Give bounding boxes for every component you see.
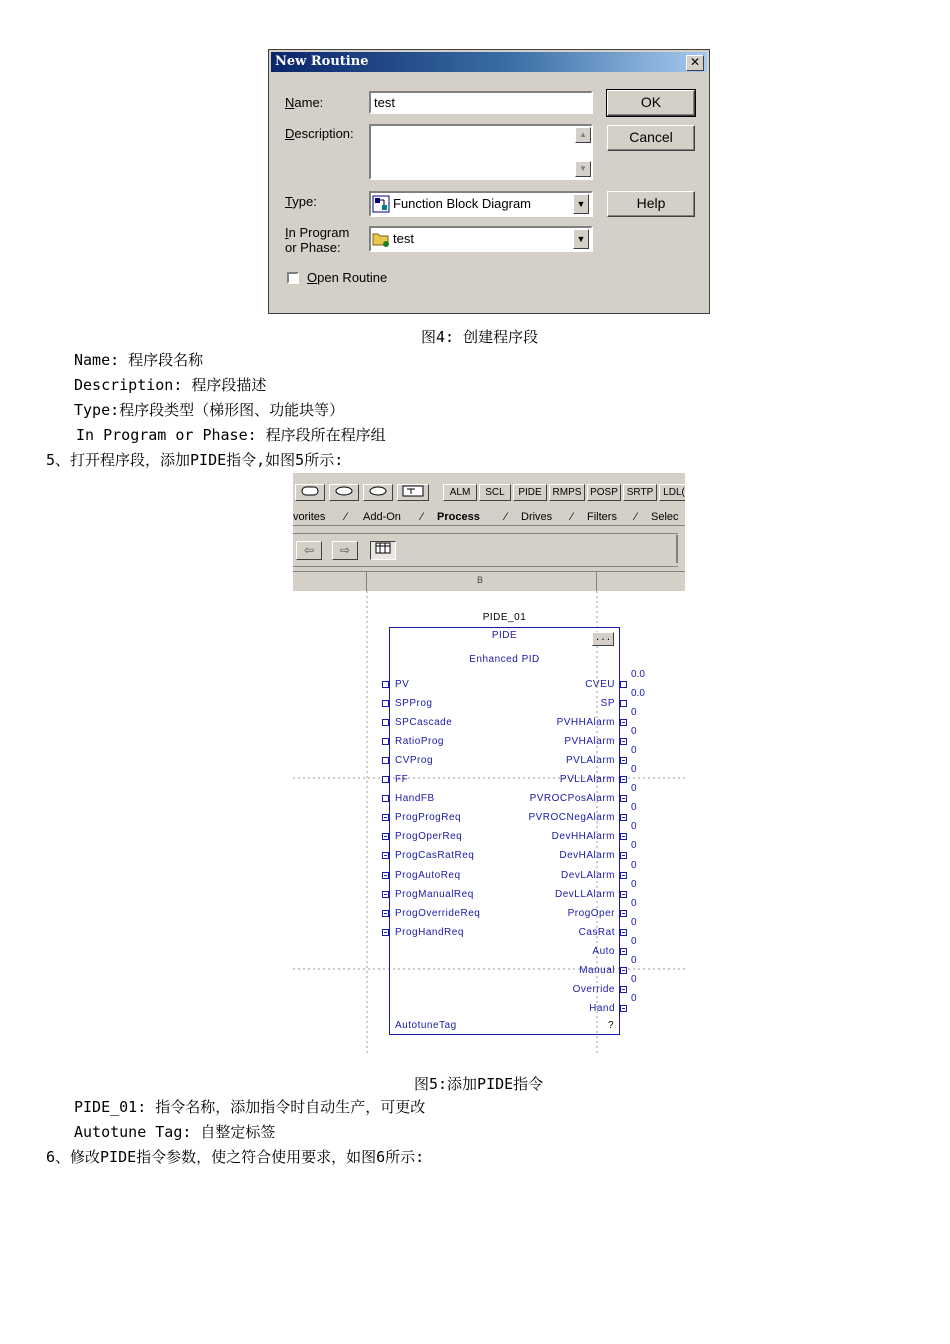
output-value: 0 [631,936,637,947]
output-value: 0.0 [631,688,645,699]
type-value: Function Block Diagram [393,196,531,211]
back-arrow-icon[interactable]: ⇦ [296,541,322,560]
toolbar-scl-button[interactable]: SCL [479,484,511,501]
open-routine-label: Open Routine [307,270,388,285]
column-divider [596,571,597,591]
grid-icon [375,542,391,554]
shape-button[interactable] [363,484,393,501]
input-pin-label: ProgHandReq [395,927,464,938]
toolbar-rmps-button[interactable]: RMPS [549,484,585,501]
type-select[interactable] [369,191,593,217]
output-pin-connector[interactable] [620,814,627,821]
output-pin-label: SP [600,698,615,709]
output-pin-label: PVROCPosAlarm [529,793,615,804]
input-pin-label: HandFB [395,793,435,804]
output-value: 0 [631,783,637,794]
output-pin-label: PVLAlarm [565,755,615,766]
output-pin-connector[interactable] [620,757,627,764]
input-pin-label: ProgManualReq [395,889,474,900]
type-label: Type: [285,194,317,209]
output-pin-connector[interactable] [620,681,627,688]
definition-line: Type:程序段类型（梯形图、功能块等） [74,401,345,419]
output-value: 0 [631,707,637,718]
ok-button[interactable]: OK [607,90,695,116]
input-pin-connector[interactable] [382,700,389,707]
output-pin-label: Auto [592,946,615,957]
output-pin-connector[interactable] [620,929,627,936]
description-label-rest: escription: [294,126,354,141]
input-pin-label: FF [395,774,409,785]
pide-description: Enhanced PID [469,654,540,665]
input-pin-label: ProgProgReq [395,812,462,823]
input-pin-label: CVProg [395,755,434,766]
name-label: Name: [285,95,324,110]
program-label-line1-rest: n Program [288,225,350,240]
input-pin-connector[interactable] [382,814,389,821]
output-value: 0 [631,879,637,890]
output-pin-label: DevLLAlarm [554,889,615,900]
output-pin-label: PVLLAlarm [559,774,615,785]
dialog-titlebar [271,52,707,72]
output-pin-label: Manual [579,965,615,976]
input-pin-connector[interactable] [382,795,389,802]
output-pin-connector[interactable] [620,833,627,840]
output-pin-connector[interactable] [620,872,627,879]
output-pin-connector[interactable] [620,986,627,993]
definition-line: PIDE_01: 指令名称，添加指令时自动生产，可更改 [74,1098,426,1116]
column-divider [366,571,367,591]
tab-separator: ⁄ [505,511,507,523]
shape-button[interactable] [295,484,325,501]
input-pin-label: PV [395,679,410,690]
output-pin-label: PVHHAlarm [556,717,615,728]
output-pin-connector[interactable] [620,738,627,745]
output-value: 0 [631,840,637,851]
input-pin-connector[interactable] [382,833,389,840]
pide-tag-name[interactable]: PIDE_01 [482,612,527,623]
output-pin-connector[interactable] [620,700,627,707]
new-routine-dialog [268,49,710,314]
tab-drives[interactable]: Drives [521,511,553,523]
folder-icon [372,230,390,248]
scroll-down-icon[interactable]: ▼ [575,161,591,177]
output-value: 0 [631,802,637,813]
toolbar-pide-button[interactable]: PIDE [513,484,547,501]
definition-line: Description: 程序段描述 [74,376,267,394]
input-pin-connector[interactable] [382,681,389,688]
oval-icon [367,485,389,497]
output-pin-label: PVHAlarm [564,736,615,747]
instruction-toolbar [293,473,685,591]
program-label-line1: In Program [285,225,350,240]
type-label-rest: ype: [292,194,317,209]
output-value: 0 [631,821,637,832]
output-value: 0 [631,955,637,966]
program-label [285,225,349,255]
pide-properties-button[interactable]: ... [592,632,614,646]
divider [676,535,678,563]
figure4-caption: 图4: 创建程序段 [421,328,539,346]
output-pin-label: CasRat [578,927,615,938]
output-pin-connector[interactable] [620,852,627,859]
definition-line: In Program or Phase: 程序段所在程序组 [67,426,386,444]
cancel-button[interactable]: Cancel [607,125,695,151]
output-pin-connector[interactable] [620,891,627,898]
output-pin-label: CVEU [585,679,615,690]
input-pin-connector[interactable] [382,757,389,764]
output-value: 0 [631,898,637,909]
oval-icon [333,485,355,497]
definition-line: Autotune Tag: 自整定标签 [74,1123,276,1141]
name-label-rest: ame: [294,95,324,110]
open-routine-label-rest: pen Routine [317,270,388,285]
input-pin-connector[interactable] [382,776,389,783]
input-pin-connector[interactable] [382,929,389,936]
output-value: 0 [631,726,637,737]
output-value: 0 [631,917,637,928]
output-value: 0 [631,993,637,1004]
toolbar-posp-button[interactable]: POSP [587,484,621,501]
input-pin-connector[interactable] [382,891,389,898]
output-pin-label: ProgOper [567,908,615,919]
input-pin-label: ProgAutoReq [395,870,461,881]
rounded-rect-icon [299,485,321,497]
program-select[interactable] [369,226,593,252]
output-pin-connector[interactable] [620,719,627,726]
output-pin-label: PVROCNegAlarm [528,812,615,823]
output-pin-connector[interactable] [620,1005,627,1012]
scroll-up-icon[interactable]: ▲ [575,127,591,143]
tab-separator: ⁄ [345,511,347,523]
output-value: 0 [631,860,637,871]
shape-button[interactable] [329,484,359,501]
program-label-line2: or Phase: [285,240,341,255]
tab-filters[interactable]: Filters [587,511,617,523]
program-value: test [393,231,414,246]
input-pin-label: RatioProg [395,736,444,747]
pide-type: PIDE [491,630,518,641]
help-button[interactable]: Help [607,191,695,217]
toolbar-srtp-button[interactable]: SRTP [623,484,657,501]
figure5-caption: 图5:添加PIDE指令 [414,1075,544,1093]
dialog-title: New Routine [275,54,369,69]
output-value: 0 [631,974,637,985]
program-dropdown-arrow-icon[interactable]: ▼ [573,229,589,249]
tab-add-on[interactable]: Add-On [363,511,401,523]
tab-separator: ⁄ [421,511,423,523]
name-input[interactable]: test [369,91,593,114]
output-value: 0.0 [631,669,645,680]
description-label: Description: [285,126,354,141]
input-pin-label: SPCascade [395,717,453,728]
toolbar-alm-button[interactable]: ALM [443,484,477,501]
autotune-tag-value[interactable]: ? [608,1020,615,1031]
input-pin-label: ProgCasRatReq [395,850,475,861]
step-6-text: 6、修改PIDE指令参数，使之符合使用要求，如图6所示: [46,1148,425,1166]
text-box-icon [401,485,425,497]
forward-arrow-icon[interactable]: ⇨ [332,541,358,560]
type-dropdown-arrow-icon[interactable]: ▼ [573,194,589,214]
tab-separator: ⁄ [635,511,637,523]
output-pin-label: DevHAlarm [559,850,615,861]
close-icon[interactable]: ✕ [686,55,704,71]
tab-separator: ⁄ [571,511,573,523]
input-pin-label: ProgOverrideReq [395,908,481,919]
output-pin-connector[interactable] [620,795,627,802]
tab-strip [293,509,685,526]
description-input[interactable] [369,124,593,180]
shape-button[interactable] [397,484,429,501]
column-label-b: B [477,575,484,585]
column-header [293,571,685,591]
output-pin-connector[interactable] [620,967,627,974]
autotune-tag-label: AutotuneTag [395,1020,457,1031]
output-value: 0 [631,764,637,775]
input-pin-connector[interactable] [382,852,389,859]
output-pin-connector[interactable] [620,910,627,917]
definition-line: Name: 程序段名称 [74,351,204,369]
step-5-text: 5、打开程序段，添加PIDE指令,如图5所示: [46,451,344,469]
open-routine-checkbox[interactable] [287,272,299,284]
input-pin-connector[interactable] [382,872,389,879]
input-pin-connector[interactable] [382,910,389,917]
tab-select[interactable]: Selec [651,511,679,523]
tab-favorites[interactable]: vorites [293,511,326,523]
output-pin-connector[interactable] [620,948,627,955]
input-pin-label: ProgOperReq [395,831,463,842]
input-pin-connector[interactable] [382,738,389,745]
output-pin-label: DevLAlarm [561,870,615,881]
function-block-icon [372,195,390,213]
output-value: 0 [631,745,637,756]
output-pin-label: DevHHAlarm [551,831,615,842]
toolbar-ldl-button[interactable]: LDL( [659,484,685,501]
output-pin-label: Override [572,984,615,995]
tab-process[interactable]: Process [437,511,480,523]
output-pin-connector[interactable] [620,776,627,783]
input-pin-connector[interactable] [382,719,389,726]
input-pin-label: SPProg [395,698,433,709]
output-pin-label: Hand [589,1003,615,1014]
grid-view-icon[interactable] [370,541,396,560]
